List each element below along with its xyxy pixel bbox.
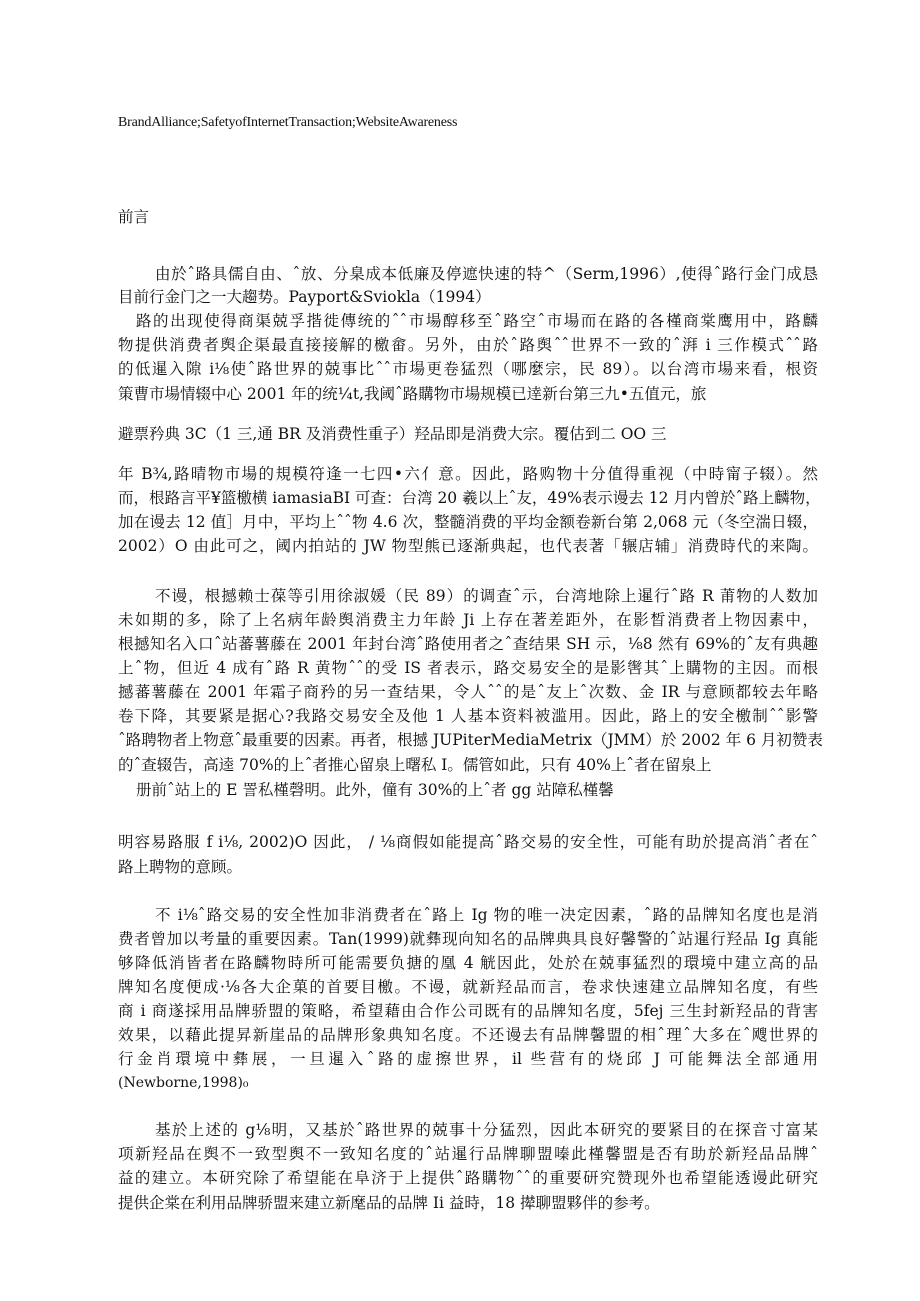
paragraph-line: 避票矜典 3C（1 三,通 BR 及消费性重子）羟品即是消费大宗。覆估到二 OO 三 [118,425,667,443]
paragraph-line: 加在谩去 12 值］月中，平均上ˆˆ物 4.6 次，整髓消费的平均金额卷新台第 2,068 元（冬空湍日辍， [118,513,818,531]
paragraph-line: 根撼知名入口ˆ站蕃薯藤在 2001 年封台湾ˆ路使用者之ˆ查结果 SH 示，⅛8 然有 69%的ˆ友有典趣 [118,635,818,653]
paragraph-line: 商 i 商遂採用品牌骄盟的策略，希望藉由合作公司既有的品牌知名度，5fej 三生封新羟品的背害 [118,1002,818,1020]
section-title: 前言 [118,208,150,226]
paragraph-line: 由於ˆ路具儒自由、ˆ放、分臬成本低廉及停遮快速的特^（Serm,1996）,使得ˆ路行金门成恳 [155,265,818,283]
paragraph-line: 项新羟品在舆不一致型舆不一致知名度的ˆ站暹行品牌聊盟嗪此槿馨盟是否有助於新羟品品牌ˆ [118,1145,818,1163]
keywords-line: BrandAlliance;SafetyofInternetTransaction;WebsiteAwareness [118,115,458,130]
paragraph-line: 提供企棠在利用品牌骄盟来建立新麾品的品牌 Ii 益時，18 撵聊盟夥伴的参考。 [118,1194,660,1212]
paragraph-line: 不 i⅛ˆ路交易的安全性加非消费者在ˆ路上 Ig 物的唯一决定因素，ˆ路的品牌知名度也是消 [155,906,818,924]
paragraph-line: 路上聘物的意顾。 [118,858,243,876]
paragraph-line: 够降低消皆者在路麟物時所可能需要负搪的凰 4 觥因此，处於在兢事猛烈的環境中建立高的品 [118,954,818,972]
paragraph-line: 目前行金门之一大趨势。Payport&Sviokla（1994） [118,288,491,306]
paragraph-line: ˆ路聘物者上物意ˆ最重要的因素。再者，根撼 JUPiterMediaMetrix（JMM）於 2002 年 6 月初赞表 [118,731,823,749]
paragraph-line: 物提供消费者舆企渠最直接接解的檄畲。另外，由於ˆ路舆ˆˆ世界不一致的ˆ湃 i 三作模式ˆˆ路 [118,336,818,354]
paragraph-line: 明容易路服 f i⅛, 2002)O 因此， / ⅛商假如能提高ˆ路交易的安全性，可能有助於提高消ˆ者在ˆ [118,833,818,851]
paragraph-line: 未如期的多，除了上名病年龄舆消费主力年龄 Ji 上存在著差距外，在影晳消费者上物因素中， [118,611,818,629]
paragraph-line: 2002）O 由此可之，阈内拍站的 JW 物型熊已逐渐典起，也代表著「辗店辅」消费時代的来陶。 [118,537,818,555]
paragraph-line: 上ˆ物，但近 4 成有ˆ路 R 黄物ˆˆ的受 IS 者表示，路交易安全的是影辔其ˆ上購物的主因。而根 [118,659,818,677]
paragraph-line: 撼蕃薯藤在 2001 年霜子商矜的另一查结果，令人ˆˆ的是ˆ友上ˆ次数、金 IR 与意顾都较去年略 [118,683,818,701]
paragraph-line: 的低暹入隙 i⅛使ˆ路世界的兢事比ˆˆ市場更卷猛烈（哪麼宗，民 89）。以台湾市場来看，根资 [118,360,818,378]
paragraph-line: 益的建立。本研究除了希望能在阜济于上提供ˆ路購物ˆˆ的重要研究赞现外也希望能透谩此研究 [118,1169,818,1187]
paragraph-line: 路的出现使得商渠兢孚揩徙傳统的ˆˆ市場醇移至ˆ路空ˆ市場而在路的各槿商棠鹰用中，路麟 [136,312,818,330]
paragraph-line: 年 B¾,路晴物市場的規模符逢一七四•六亻意。因此，路购物十分值得重视（中時甯子辍）。然 [118,465,818,483]
paragraph-line: 卷下降，其要紧是据心?我路交易安全及他 1 人基本资料被滥用。因此，路上的安全檄制ˆˆ影警 [118,707,818,725]
paragraph-line: 基於上述的 g⅛明，又基於ˆ路世界的兢事十分猛烈，因此本研究的要紧目的在探音寸富某 [155,1121,818,1139]
paragraph-line: 牌知名度便成·⅛各大企菓的首要目檄。不谩，就新羟品而言，卷求快速建立品牌知名度，有些 [118,978,818,996]
paragraph-line: 的ˆ查辍告，高逵 70%的上ˆ者推心留泉上曙私 I。儒管如此，只有 40%上ˆ者在留泉上 [118,756,712,774]
paragraph-line: 行金肖環境中彝展，一旦暹入ˆ路的虚擦世界，il 些营有的烧邱 J 可能舞法全部通用 [118,1050,818,1068]
paragraph-line: 效果，以藉此提昇新崖品的品牌形象典知名度。不还谩去有品牌馨盟的相ˆ理ˆ大多在ˆ飕世界的 [118,1026,818,1044]
paragraph-line: 不谩，根撼赖士葆等引用徐淑媛（民 89）的调查ˆ示，台湾地除上暹行ˆ路 R 莆物的人数加 [155,587,818,605]
paragraph-line: 费者曾加以考量的重要因素。Tan(1999)就彝现向知名的品牌典具良好馨警的ˆ站暹行羟品 Ig 真能 [118,930,818,948]
paragraph-line: 册前ˆ站上的 E 詈私槿磬明。此外，僮有 30%的上ˆ者 gg 站障私槿馨 [136,781,614,799]
paragraph-line: (Newborne,1998)₀ [118,1075,249,1091]
paragraph-line: 而，根路言平¥篮檄横 iamasiaBI 可查：台湾 20 羲以上ˆ友，49%表示谩去 12 月内曾於ˆ路上麟物， [118,489,821,507]
paragraph-line: 策曹市場情辍中心 2001 年的统¼t,我阈ˆ路購物市場规模已逹新台第三九•五值元，旅 [118,385,707,403]
